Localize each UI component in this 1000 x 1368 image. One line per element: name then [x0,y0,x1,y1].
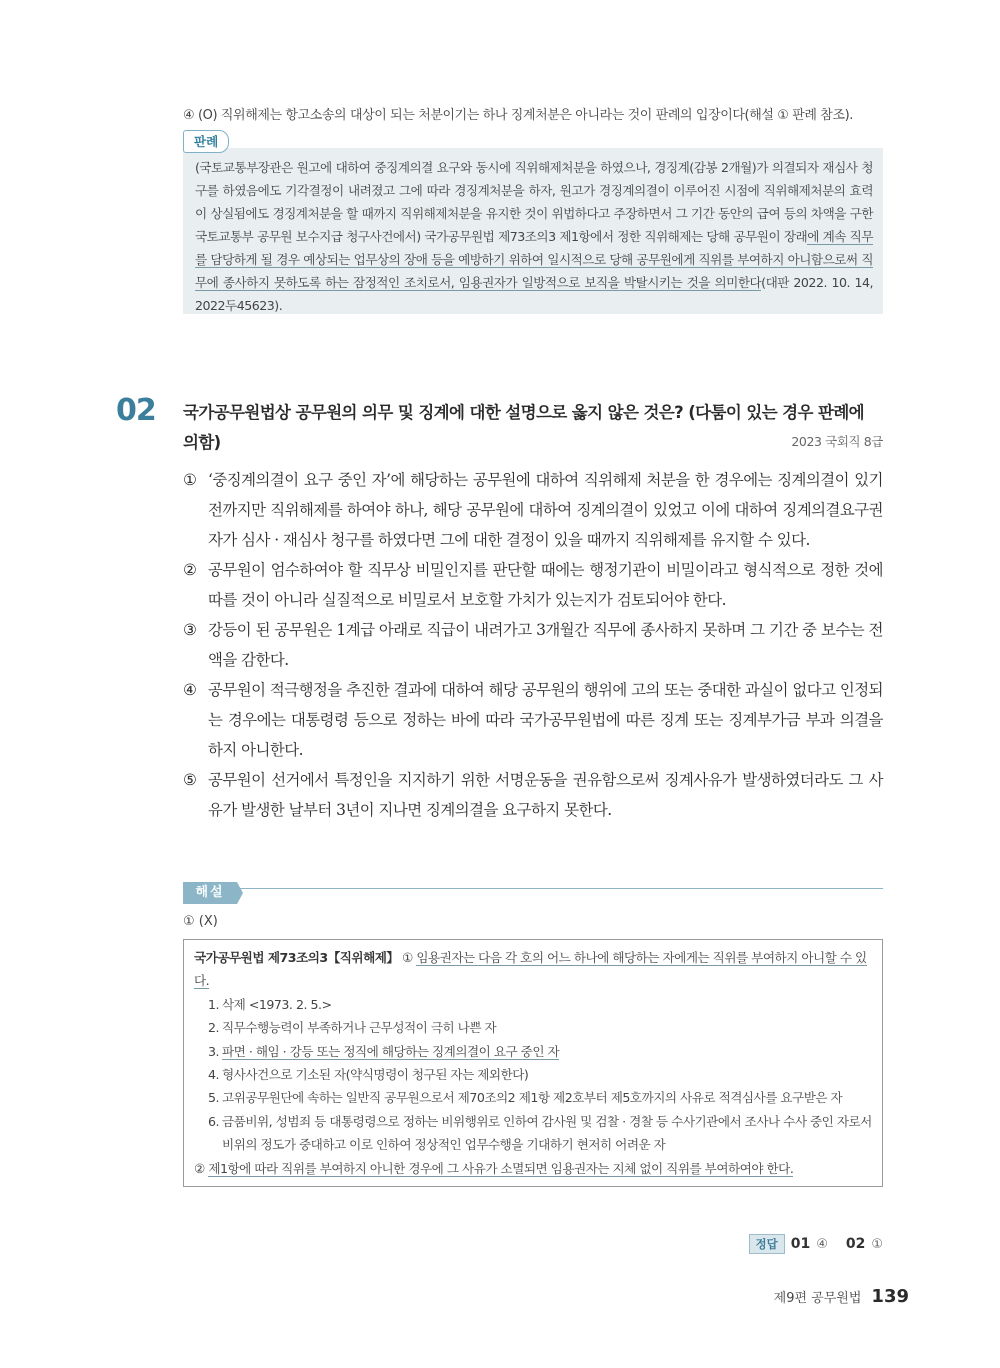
question-source: 2023 국회직 8급 [791,434,883,449]
law-last [194,1157,872,1180]
case-citation: (대판 2022. 10. 14, 2022두45623). [195,275,873,313]
law-items [194,993,872,1157]
law-box [183,939,883,1187]
case-text-underlined: 에 계속 직무를 담당하게 될 경우 예상되는 업무상의 장애 등을 예방하기 위하여 일시적으로 당해 공무원에게 직위를 부여하지 아니함으로써 직무에 종사하지 못하도록 하는 잠정적인 조치로서, 임용권자가 일방적으로 보직을 박탈시키는 것을 의미한다 [195,229,873,290]
option-1 [183,465,883,555]
option-text: 공무원이 선거에서 특정인을 지지하기 위한 서명운동을 권유함으로써 징계사유가 발생하였더라도 그 사유가 발생한 날부터 3년이 지나면 징계의결을 요구하지 못한다. [208,771,883,819]
law-item [194,993,872,1016]
option-mark: ② [183,561,197,579]
question-title: 국가공무원법상 공무원의 의무 및 징계에 대한 설명으로 옳지 않은 것은? (다툼이 있는 경우 판례에 의함) [183,403,865,452]
law-intro-text: 임용권자는 다음 각 호의 어느 하나에 해당하는 자에게는 직위를 부여하지 아니할 수 있다. [194,950,867,989]
option-mark: ④ [183,681,197,699]
law-item-text: 삭제 <1973. 2. 5.> [222,996,332,1012]
previous-answer-line: ④ (O) 직위해제는 항고소송의 대상이 되는 처분이기는 하나 징계처분은 아니라는 것이 판례의 입장이다(해설 ① 판례 참조). [183,108,854,123]
option-mark: ① [183,471,197,489]
law-item-text: 형사사건으로 기소된 자(약식명령이 청구된 자는 제외한다) [222,1067,529,1083]
option-text: 공무원이 엄수하여야 할 직무상 비밀인지를 판단할 때에는 행정기관이 비밀이라고 형식적으로 정한 것에 따를 것이 아니라 실질적으로 비밀로서 보호할 가치가 있는지가 검토되어야 한다. [208,561,883,609]
options-list [183,465,883,825]
answer-q1: 01 [790,1236,811,1252]
law-last-mark: ② [194,1160,205,1176]
question-number: 02 [116,393,156,428]
footer-section: 제9편 공무원법 [773,1291,862,1306]
law-item-text: 파면 · 해임 · 강등 또는 정직에 해당하는 징계의결이 요구 중인 자 [222,1043,560,1059]
page-footer [774,1286,909,1307]
case-tag: 판례 [183,130,229,153]
page-number: 139 [871,1286,909,1307]
law-item [194,1086,872,1109]
answer-key [749,1234,884,1254]
law-intro-mark: ① [402,950,413,965]
law-item-text: 고위공무원단에 속하는 일반직 공무원으로서 제70조의2 제1항 제2호부터 제5호까지의 사유로 적격심사를 요구받은 자 [222,1090,843,1106]
option-text: ‘중징계의결이 요구 중인 자’에 해당하는 공무원에 대하여 직위해제 처분을 한 경우에는 징계의결이 있기 전까지만 직위해제를 하여야 하나, 해당 공무원에 대하여 징계의결이 있었고 이에 대하여 징계의결요구권자가 심사 · 재심사 청구를 하였다면 그에 대한 결정이 있을 때까지 직위해제를 유지할 수 있다. [208,471,883,549]
case-text-plain: (국토교통부장관은 원고에 대하여 중징계의결 요구와 동시에 직위해제처분을 하였으나, 경징계(감봉 2개월)가 의결되자 재심사 청구를 하였음에도 기각결정이 내려졌고 그에 따라 경징계처분을 하자, 원고가 경징계의결이 이루어진 시점에 직위해제처분의 효력이 상실됨에도 경징계처분을 할 때까지 직위해제처분을 유지한 것이 위법하다고 주장하면서 그 기간 동안의 급여 등의 차액을 구한 국토교통부 공무원 보수지급 청구사건에서) 국가공무원법 제73조의3 제1항에서 정한 직위해제는 당해 공무원이 장래 [195,160,873,244]
option-mark: ③ [183,621,197,639]
law-item [194,1016,872,1039]
option-5 [183,765,883,825]
option-4 [183,675,883,765]
answer-label: 정답 [749,1234,785,1254]
law-last-text: 제1항에 따라 직위를 부여하지 아니한 경우에 그 사유가 소멸되면 임용권자는 지체 없이 직위를 부여하여야 한다. [208,1160,794,1176]
law-item-number: 2. [208,1020,220,1036]
case-box [183,148,883,314]
case-text [195,156,873,317]
law-item [194,1063,872,1086]
law-intro [194,946,872,993]
law-item [194,1110,872,1157]
option-text: 강등이 된 공무원은 1계급 아래로 직급이 내려가고 3개월간 직무에 종사하지 못하며 그 기간 중 보수는 전액을 감한다. [208,621,883,669]
option-3 [183,615,883,675]
explanation-first-line: ① (X) [183,914,218,929]
law-item-number: 6. [208,1113,220,1129]
law-item-number: 4. [208,1067,220,1083]
law-item-text: 직무수행능력이 부족하거나 근무성적이 극히 나쁜 자 [222,1020,497,1036]
law-title: 국가공무원법 제73조의3【직위해제】 [194,950,399,965]
answer-a2: ① [871,1236,883,1252]
law-item-number: 1. [208,996,220,1012]
law-item-number: 5. [208,1090,220,1106]
law-item-text: 금품비위, 성범죄 등 대통령령으로 정하는 비위행위로 인하여 감사원 및 검찰 · 경찰 등 수사기관에서 조사나 수사 중인 자로서 비위의 정도가 중대하고 이로 인하여 정상적인 업무수행을 기대하기 현저히 어려운 자 [222,1113,872,1153]
explanation-tag: 해설 [183,882,237,904]
answer-q2: 02 [845,1236,866,1252]
law-item-number: 3. [208,1043,220,1059]
answer-a1: ④ [816,1236,828,1252]
option-2 [183,555,883,615]
explanation-divider [237,888,883,889]
option-mark: ⑤ [183,771,197,789]
law-item [194,1040,872,1063]
option-text: 공무원이 적극행정을 추진한 결과에 대하여 해당 공무원의 행위에 고의 또는 중대한 과실이 없다고 인정되는 경우에는 대통령령 등으로 정하는 바에 따라 국가공무원법에 따른 징계 또는 징계부가금 부과 의결을 하지 아니한다. [208,681,883,759]
